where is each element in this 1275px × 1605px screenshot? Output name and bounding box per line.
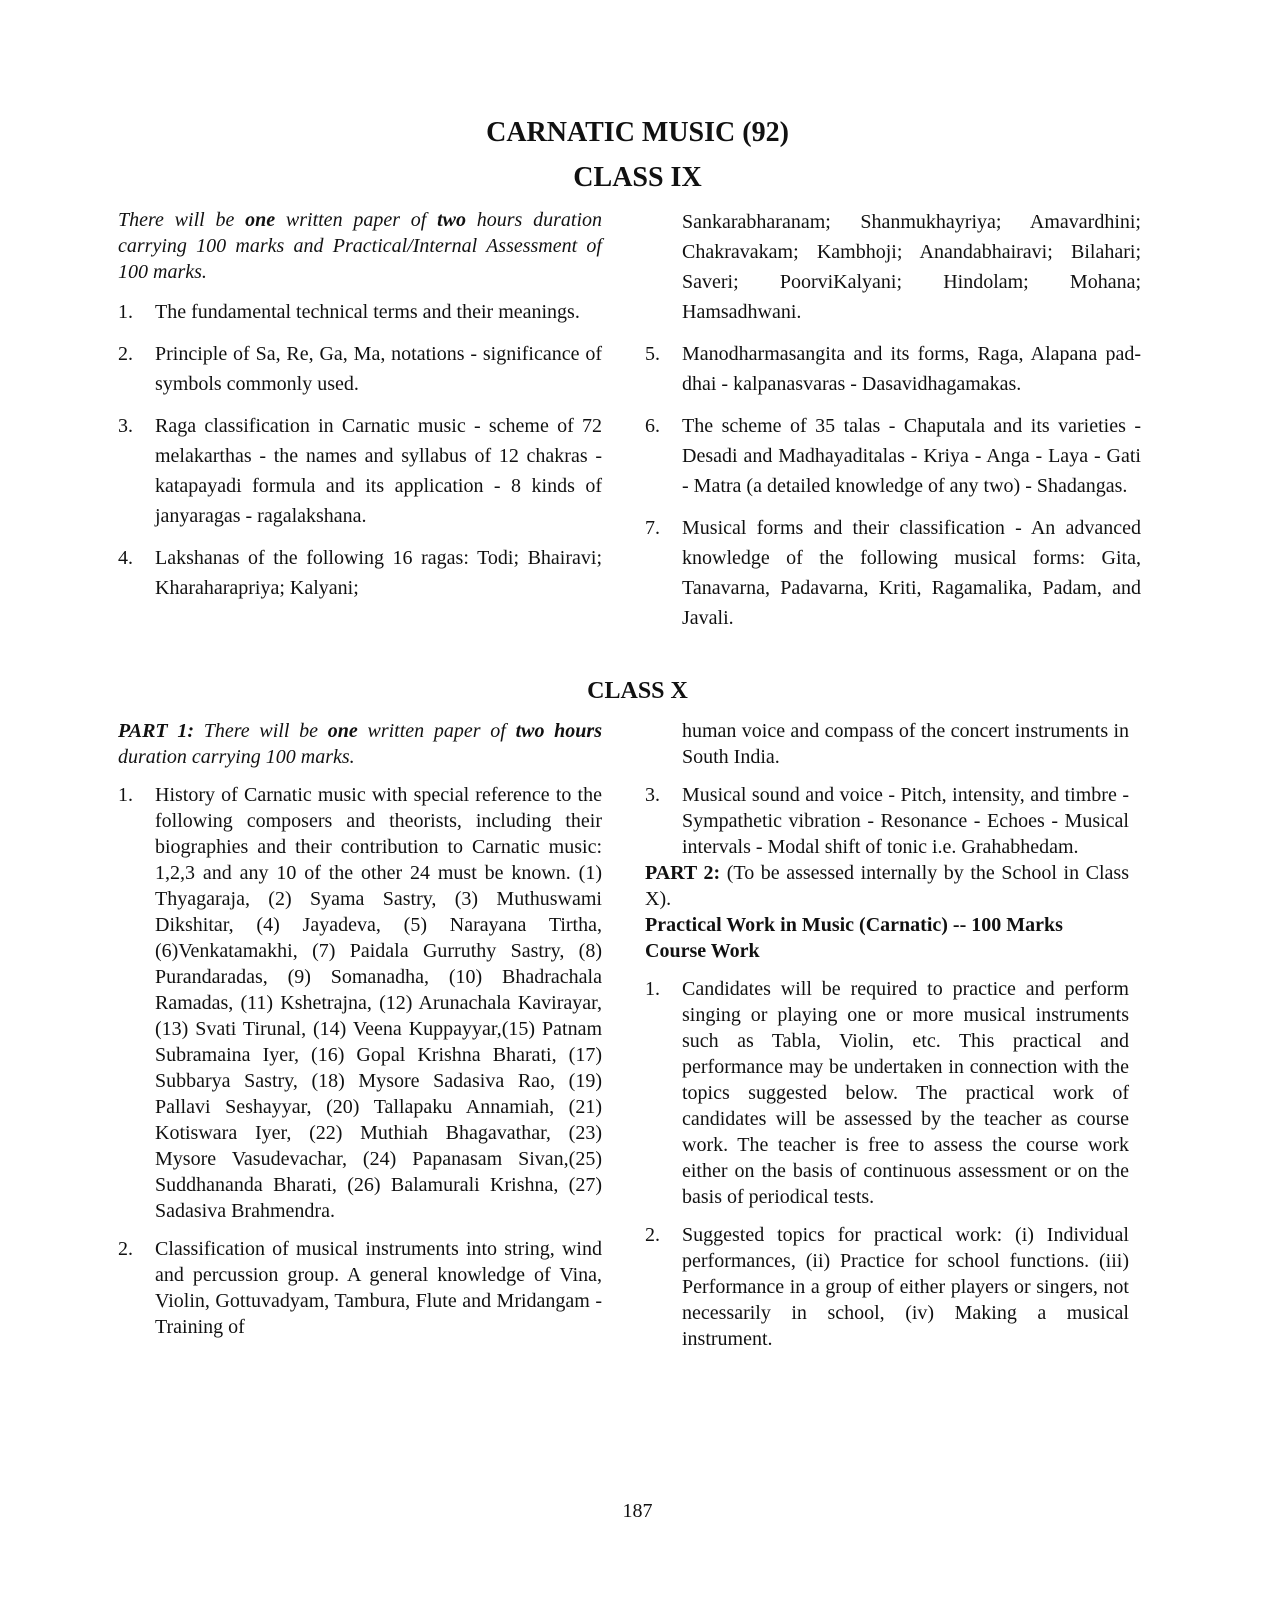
list-item: 2. Suggested topics for practical work: (i) Individual performances, (ii) Practice for school functions. (iii) Performance in a group of either players or singers, not necessarily in school, (iv) Making a musical instrument. (645, 1224, 1129, 1350)
list-item: 3. Musical sound and voice - Pitch, intensity, and timbre - Sympathetic vibration - Resonance - Echoes - Musical intervals - Modal shift of tonic i.e. Grahabhedam. (645, 784, 1129, 858)
list-item: 1. The fundamental technical terms and their meanings. (118, 301, 580, 323)
document-title: CARNATIC MUSIC (92) (486, 117, 789, 148)
class-ix-intro: There will be one written paper of two hours duration carrying 100 marks and Practical/Internal Assessment of 100 marks. (118, 209, 603, 283)
emphasis-two: two (437, 209, 466, 231)
part-2-intro: PART 2: (To be assessed internally by the School in Class X). (645, 862, 1129, 910)
class-x-list-left (118, 782, 602, 1340)
list-item: 1. History of Carnatic music with special reference to the following composers and theorists, including their biographies and their contribution to Carnatic music: 1,2,3 and any 10 of the other 24 must be known. (1) Thyagaraja, (2) Syama Sastry, (3) Muthuswami Dikshitar, (4) Jayadeva, (5) Narayana Tirtha, (6)Venkatamakhi, (7) Paidala Gurruthy Sastry, (8) Purandaradas, (9) Somanadha, (10) Bhadrachala Ramadas, (11) Kshetrajna, (12) Arunachala Kavirayar, (13) Svati Tirunal, (14) Veena Kuppayyar,(15) Patnam Subramaina Iyer, (16) Gopal Krishna Bharati, (17) Subbarya Sastry, (18) Mysore Sadasiva Rao, (19) Pallavi Seshayyar, (20) Tallapaku Annamiah, (21) Kotiswara Iyer, (22) Muthiah Bhagavathar, (23) Mysore Vasudevachar, (24) Papanasam Sivan,(25) Suddhananda Bharati, (26) Balamurali Krishna, (27) Sadasiva Brahmendra. (118, 784, 602, 1222)
list-item: 6. The scheme of 35 talas - Chaputala and its varieties - Desadi and Madhayaditalas - Kriya - Anga - Laya - Gati - Matra (a detailed knowledge of any two) - Shadangas. (645, 415, 1141, 497)
course-work-list (645, 976, 1129, 1352)
item-2-continuation: human voice and compass of the concert instruments in South India. (682, 720, 1129, 768)
part-2-label: PART 2: (645, 862, 721, 884)
part-1-label: PART 1: (118, 720, 195, 742)
practical-work-heading: Practical Work in Music (Carnatic) -- 100 Marks (645, 914, 1063, 936)
class-ix-list-right (645, 339, 1141, 633)
class-ix-list-left (118, 297, 602, 603)
emphasis-one: one (327, 720, 358, 742)
list-item: 4. Lakshanas of the following 16 ragas: Todi; Bhairavi; Kharaharapriya; Kalyani; (118, 547, 602, 599)
class-x-left-column (118, 718, 602, 1340)
class-x-right-column (645, 718, 1129, 1352)
class-ix-right-column (645, 207, 1141, 633)
item-4-continuation: Sankarabharanam; Shanmukhayriya; Amavardhini; Chakravakam; Kambhoji; Anandabhairavi; Bilahari; Saveri; PoorviKalyani; Hindolam; Mohana; Hamsadhwani. (682, 211, 1141, 323)
emphasis-one: one (245, 209, 276, 231)
class-ix-left-column (118, 207, 602, 603)
list-item: 5. Manodharmasangita and its forms, Raga, Alapana pad-dhai - kalpanasvaras - Dasavidhagamakas. (645, 343, 1141, 395)
class-x-heading: CLASS X (587, 678, 688, 704)
list-item: 7. Musical forms and their classification - An advanced knowledge of the following musical forms: Gita, Tanavarna, Padavarna, Kriti, Ragamalika, Padam, and Javali. (645, 517, 1141, 629)
course-work-heading: Course Work (645, 940, 760, 962)
list-item: 3. Raga classification in Carnatic music - scheme of 72 melakarthas - the names and syllabus of 12 chakras - katapayadi formula and its application - 8 kinds of janyaragas - ragalakshana. (118, 415, 602, 527)
emphasis-two-hours: two hours (515, 720, 602, 742)
list-item: 2. Classification of musical instruments into string, wind and percussion group. A general knowledge of Vina, Violin, Gottuvadyam, Tambura, Flute and Mridangam - Training of (118, 1238, 602, 1338)
part-1-intro: PART 1: There will be one written paper of two hours duration carrying 100 marks. (118, 720, 602, 768)
class-x-list-item-3 (645, 782, 1129, 860)
page-number: 187 (622, 1500, 653, 1522)
class-ix-heading: CLASS IX (573, 162, 702, 193)
list-item: 2. Principle of Sa, Re, Ga, Ma, notations - significance of symbols commonly used. (118, 343, 602, 395)
list-item: 1. Candidates will be required to practice and perform singing or playing one or more musical instruments such as Tabla, Violin, etc. This practical and performance may be undertaken in connection with the topics suggested below. The practical work of candidates will be assessed by the teacher as course work. The teacher is free to assess the course work either on the basis of continuous assessment or on the basis of periodical tests. (645, 978, 1129, 1208)
